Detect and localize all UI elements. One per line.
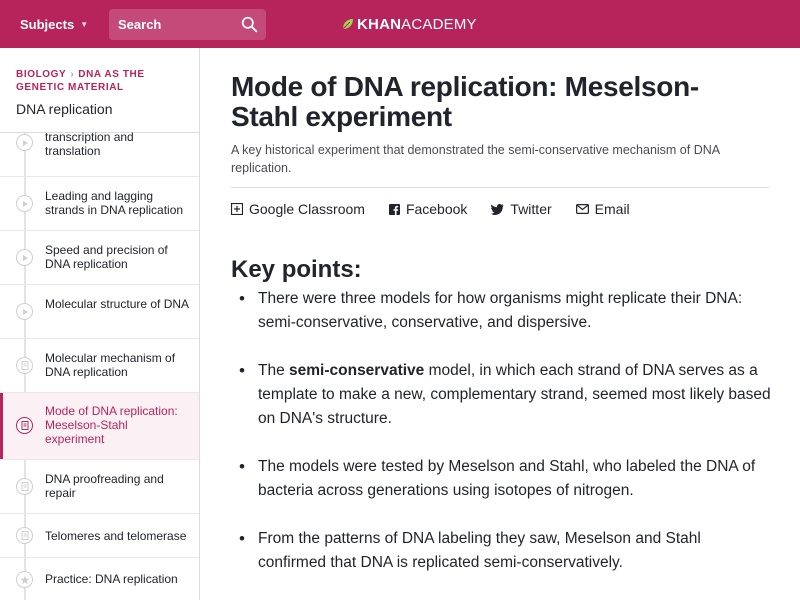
lesson-item-practice[interactable] xyxy=(0,558,199,600)
share-bar xyxy=(231,200,654,218)
facebook-share-button[interactable] xyxy=(389,201,467,217)
article-description: A key historical experiment that demonstrated the semi-conservative mechanism of DNA replication. xyxy=(231,143,720,175)
logo-text-khan: KHAN xyxy=(357,15,402,33)
twitter-icon xyxy=(491,204,504,215)
play-icon xyxy=(16,195,33,212)
email-share-button[interactable] xyxy=(576,201,630,217)
lesson-label: Telomeres and telomerase xyxy=(45,529,187,543)
key-point-item xyxy=(231,287,771,335)
lesson-label: Molecular mechanism of DNA replication xyxy=(45,351,176,379)
google-classroom-share-button[interactable] xyxy=(231,201,365,217)
key-points-list xyxy=(231,287,771,599)
article-icon xyxy=(16,357,33,374)
lesson-item-transcription-translation[interactable] xyxy=(0,123,199,177)
search-box[interactable] xyxy=(109,9,266,40)
share-label: Twitter xyxy=(510,201,552,217)
sidebar xyxy=(0,48,200,600)
share-label: Google Classroom xyxy=(249,201,365,217)
subjects-menu-button[interactable] xyxy=(20,0,88,48)
article-icon xyxy=(16,417,33,434)
top-nav-bar xyxy=(0,0,800,48)
play-icon xyxy=(16,134,33,151)
lesson-item-mode-of-replication-active[interactable] xyxy=(0,393,199,460)
email-icon xyxy=(576,204,589,214)
title-divider xyxy=(231,187,769,188)
search-icon[interactable] xyxy=(241,16,258,33)
play-icon xyxy=(16,303,33,320)
sidebar-title[interactable]: DNA replication xyxy=(16,101,113,117)
article-icon xyxy=(16,478,33,495)
lesson-label: Molecular structure of DNA xyxy=(45,297,190,311)
lesson-label: transcription and translation xyxy=(45,130,134,158)
key-point-text: From the patterns of DNA labeling they saw, Meselson and Stahl confirmed that DNA is replicated semi-conservatively. xyxy=(258,530,701,571)
twitter-share-button[interactable] xyxy=(491,201,551,217)
khan-academy-logo[interactable] xyxy=(342,0,477,48)
star-icon xyxy=(16,571,33,588)
lesson-item-molecular-structure[interactable] xyxy=(0,285,199,339)
key-points-heading: Key points: xyxy=(231,256,362,283)
lesson-item-speed-precision[interactable] xyxy=(0,231,199,285)
caret-down-icon: ▼ xyxy=(80,19,89,29)
breadcrumb-dna-genetic-material[interactable]: DNA AS THE GENETIC MATERIAL xyxy=(16,69,145,93)
lesson-item-molecular-mechanism[interactable] xyxy=(0,339,199,393)
lesson-label: Leading and lagging strands in DNA replication xyxy=(45,189,184,217)
share-label: Email xyxy=(594,201,630,217)
lesson-label: Practice: DNA replication xyxy=(45,572,178,586)
search-input[interactable] xyxy=(118,17,238,32)
subjects-label: Subjects xyxy=(20,16,75,32)
key-point-text: The models were tested by Meselson and Stahl, who labeled the DNA of bacteria across generations using isotopes of nitrogen. xyxy=(258,458,756,499)
key-point-text-post: model, in which each strand of DNA serves as a template to make a new, complementary strand, seemed most likely based on DNA's structure. xyxy=(258,362,771,427)
lesson-label: DNA proofreading and repair xyxy=(45,472,164,500)
lesson-item-proofreading-repair[interactable] xyxy=(0,460,199,514)
key-point-bold-term: semi-conservative xyxy=(289,362,425,379)
facebook-icon xyxy=(389,204,400,215)
article-title: Mode of DNA replication: Meselson-Stahl experiment xyxy=(231,71,699,132)
lesson-label: Mode of DNA replication: Meselson-Stahl experiment xyxy=(45,404,178,446)
key-point-item xyxy=(231,455,771,503)
share-label: Facebook xyxy=(405,201,468,217)
breadcrumb xyxy=(16,68,191,94)
active-indicator xyxy=(0,393,3,459)
logo-text-academy: ACADEMY xyxy=(401,15,477,33)
key-point-item xyxy=(231,359,771,431)
key-point-text-pre: The xyxy=(258,362,290,379)
google-classroom-icon xyxy=(231,203,243,215)
key-point-item xyxy=(231,527,771,575)
lesson-label: Speed and precision of DNA replication xyxy=(45,243,168,271)
breadcrumb-biology[interactable]: BIOLOGY xyxy=(16,69,67,80)
lesson-item-telomeres[interactable] xyxy=(0,514,199,558)
chevron-right-icon: › xyxy=(70,69,75,80)
key-point-text: There were three models for how organisms might replicate their DNA: semi-conservative, conservative, and dispersive. xyxy=(258,290,743,331)
play-icon xyxy=(16,249,33,266)
leaf-icon xyxy=(342,18,354,30)
article-icon xyxy=(16,527,33,544)
lesson-item-leading-lagging[interactable] xyxy=(0,177,199,231)
